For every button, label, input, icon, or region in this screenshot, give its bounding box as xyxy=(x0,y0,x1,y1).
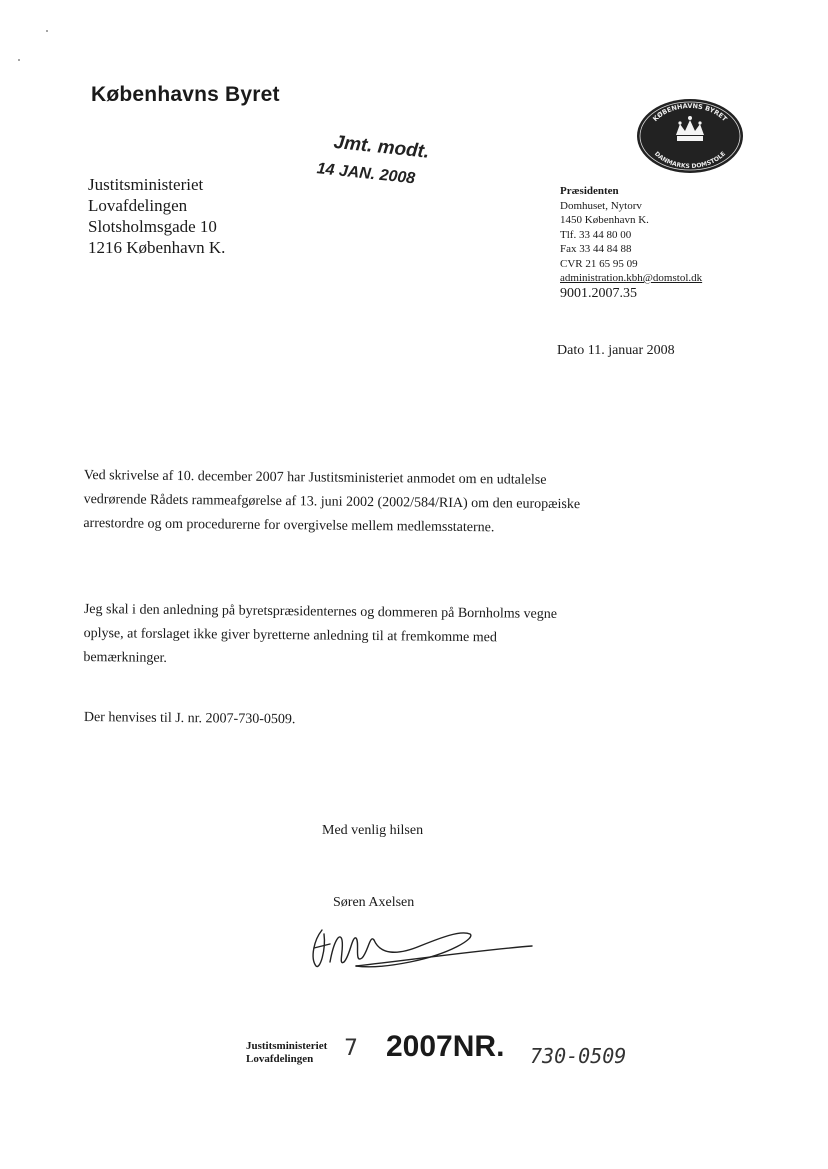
body-paragraph-3: Der henvises til J. nr. 2007-730-0509. xyxy=(83,709,296,728)
sender-title: Præsidenten xyxy=(560,185,619,197)
scan-speck xyxy=(18,59,20,61)
letter-date: Dato 11. januar 2008 xyxy=(557,343,675,358)
footer-journal-number: 2007NR. xyxy=(386,1030,505,1063)
stamp-line-2: 14 JAN. 2008 xyxy=(315,160,416,188)
court-name: Københavns Byret xyxy=(91,83,280,106)
footer-handwritten-mark: 7 xyxy=(344,1036,358,1061)
sender-cvr: CVR 21 65 95 09 xyxy=(560,257,638,270)
body-paragraph-1: Ved skrivelse af 10. december 2007 har Justitsministeriet anmodet om en udtalelse vedrørende Rådets rammeafgørelse af 13. juni 2002 (2002/584/RIA) om den europæiske arrestordre og om procedurerne for overgivelse mellem medlemsstaterne. xyxy=(83,467,581,536)
sender-email-link[interactable]: administration.kbh@domstol.dk xyxy=(560,272,703,284)
sender-phone: Tlf. 33 44 80 00 xyxy=(560,228,632,241)
signer-name: Søren Axelsen xyxy=(333,895,415,910)
closing-salutation: Med venlig hilsen xyxy=(322,823,424,838)
handwritten-signature xyxy=(300,910,540,980)
recipient-line: Justitsministeriet xyxy=(88,175,204,194)
received-stamp xyxy=(316,130,431,189)
body-paragraph-2: Jeg skal i den anledning på byretspræsidenternes og dommeren på Bornholms vegne oplyse, at forslaget ikke giver byretterne anledning til at fremkomme med bemærkninger. xyxy=(83,601,558,666)
svg-text:DANMARKS DOMSTOLE: DANMARKS DOMSTOLE xyxy=(652,150,728,171)
recipient-line: Lovafdelingen xyxy=(88,196,188,215)
scan-speck xyxy=(46,30,48,32)
sender-fax: Fax 33 44 84 88 xyxy=(560,243,632,255)
stamp-line-1: Jmt. modt. xyxy=(332,131,431,163)
svg-text:KØBENHAVNS BYRET: KØBENHAVNS BYRET xyxy=(651,101,729,124)
footer-label-line: Justitsministeriet xyxy=(246,1040,328,1052)
footer-handwritten-number: 730-0509 xyxy=(530,1044,627,1068)
sender-address: Domhuset, Nytorv xyxy=(560,199,642,212)
case-reference: 9001.2007.35 xyxy=(560,285,637,301)
recipient-line: 1216 København K. xyxy=(88,238,226,257)
recipient-line: Slotsholmsgade 10 xyxy=(88,217,217,236)
footer-label-line: Lovafdelingen xyxy=(246,1053,314,1065)
court-seal-logo xyxy=(636,98,744,174)
recipient-address xyxy=(88,174,225,258)
sender-block xyxy=(560,184,702,301)
sender-city: 1450 København K. xyxy=(560,214,649,226)
footer-stamp-label xyxy=(246,1040,327,1066)
